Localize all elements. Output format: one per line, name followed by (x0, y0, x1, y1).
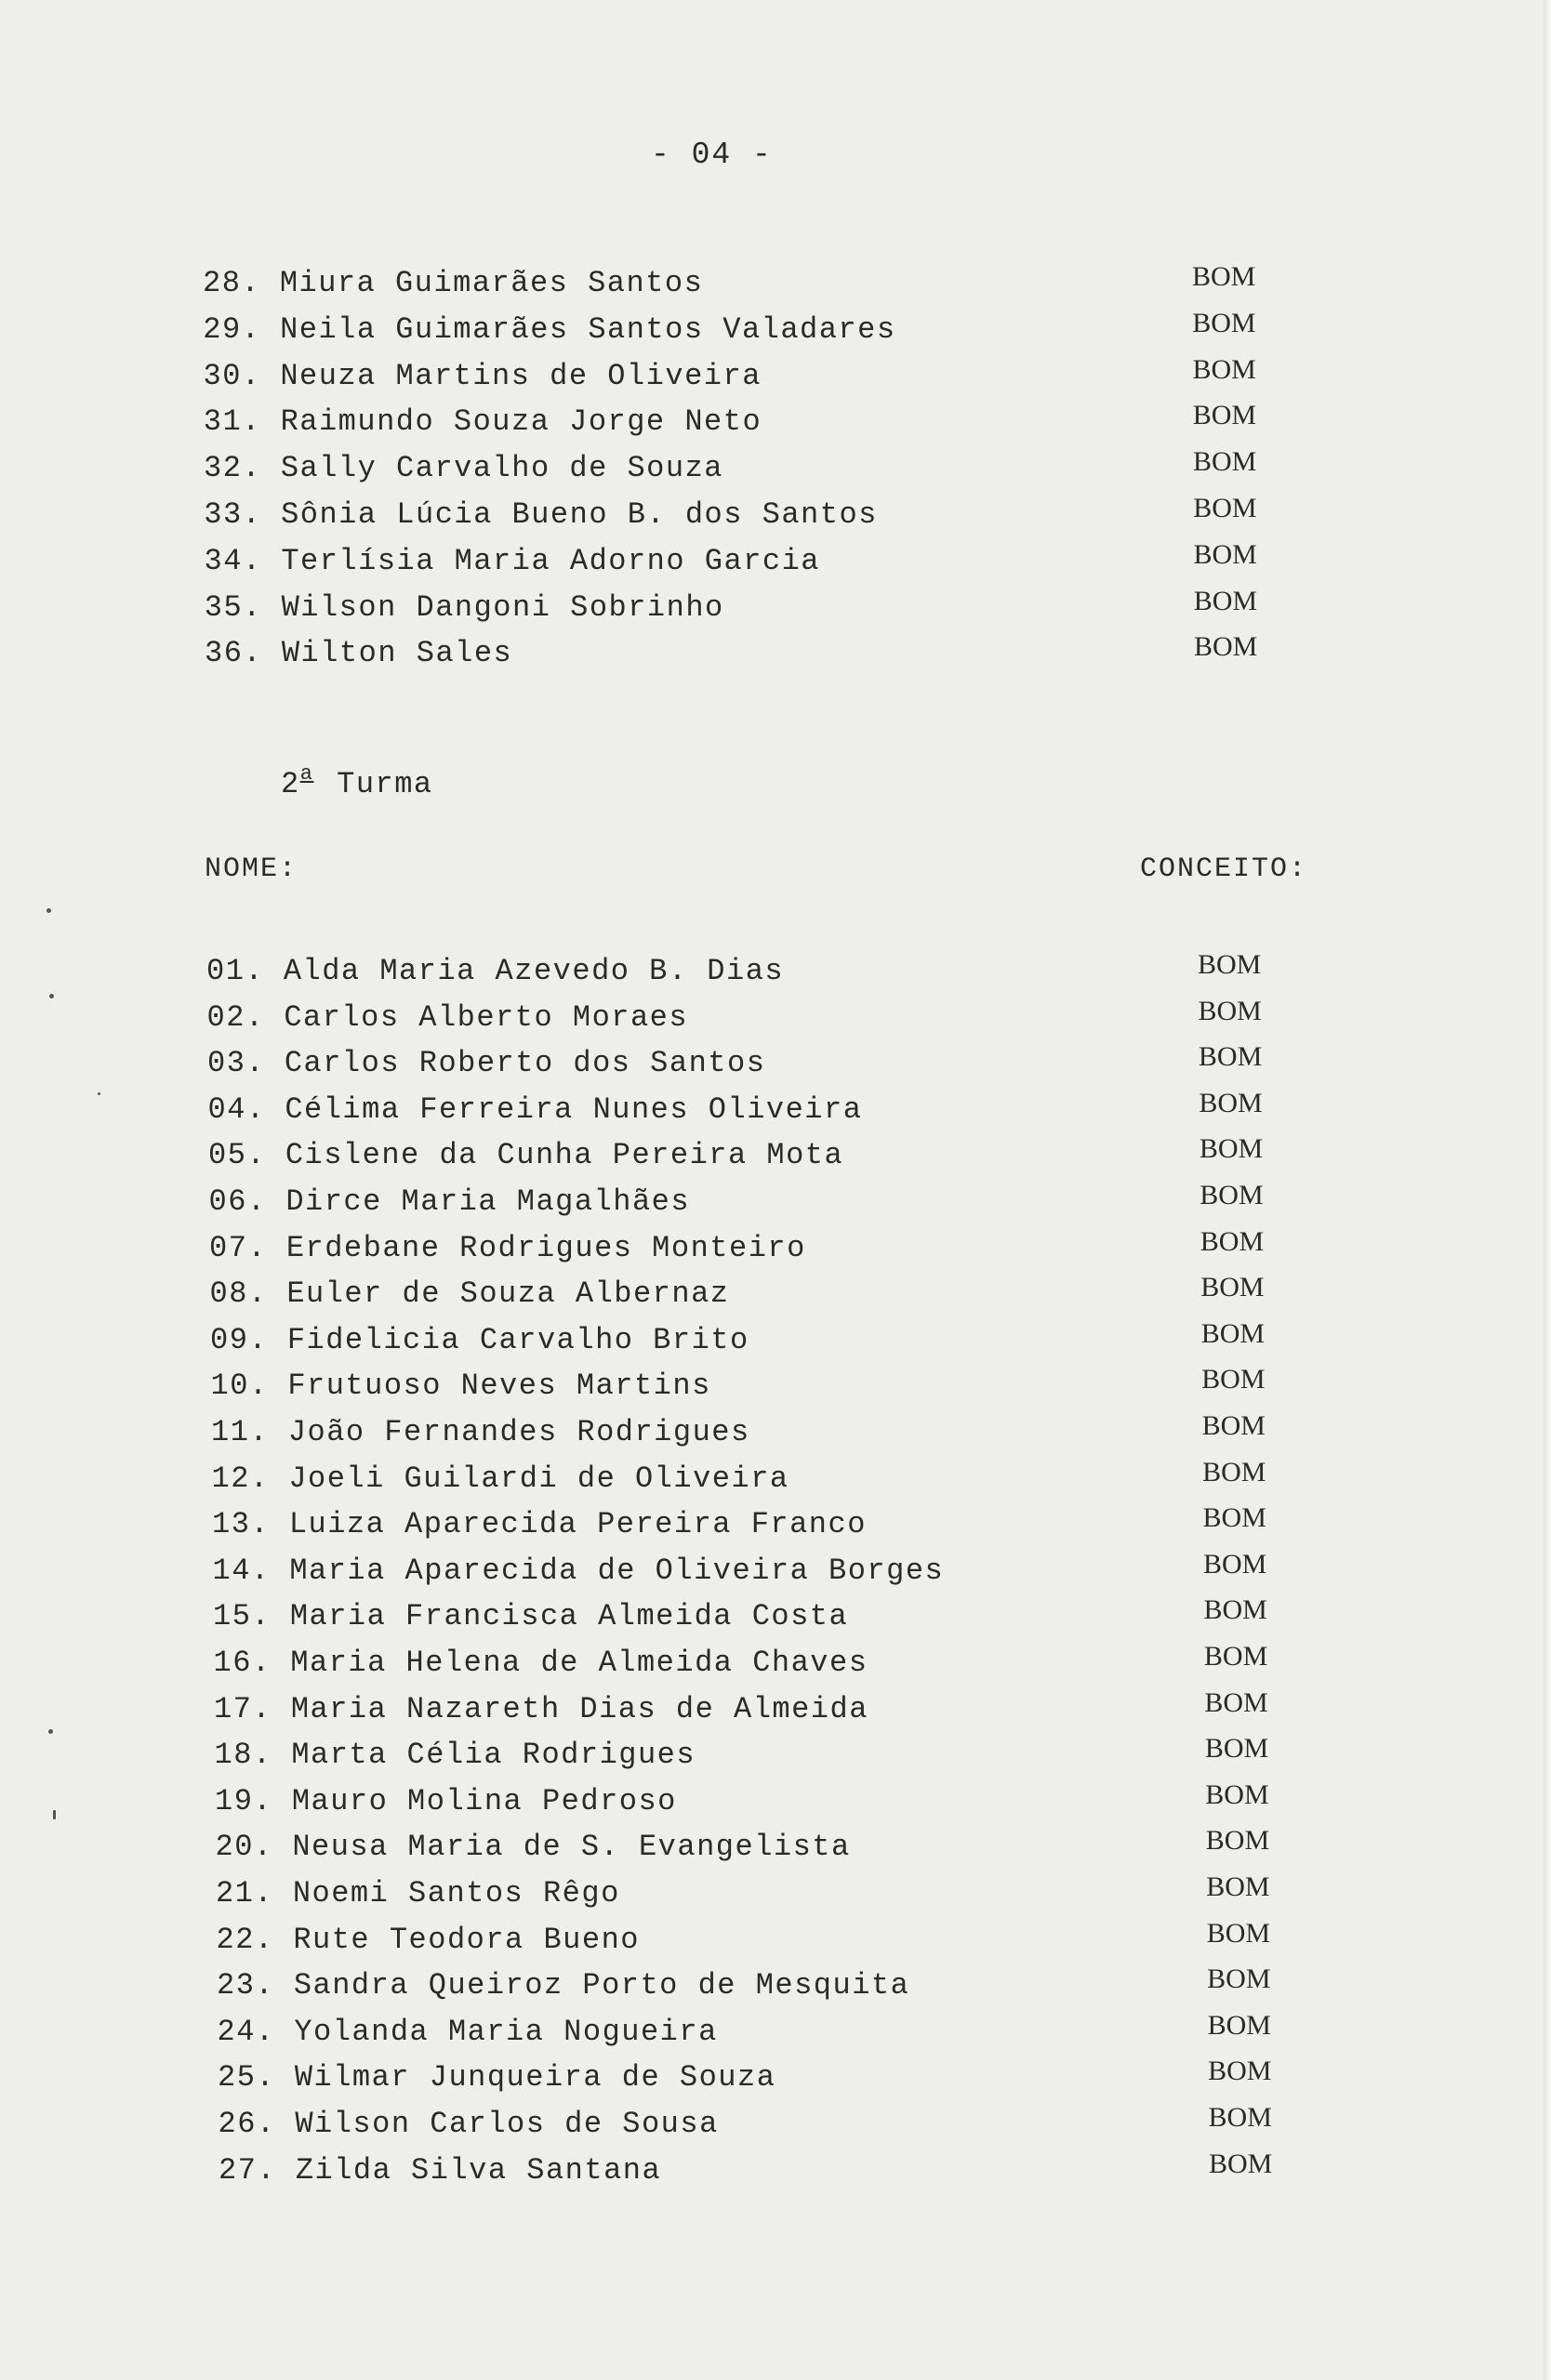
list-item (0, 1548, 1551, 1591)
student-grade: BOM (1206, 1871, 1270, 1902)
list-item (0, 585, 1551, 628)
paper-speck (98, 1092, 100, 1095)
list-item (0, 1825, 1551, 1867)
paper-speck (53, 1810, 56, 1819)
class-heading (281, 762, 433, 801)
list-item (0, 949, 1551, 991)
student-grade: BOM (1202, 1456, 1266, 1488)
list-item (0, 538, 1551, 581)
list-item (0, 1364, 1551, 1406)
list-item (0, 2102, 1551, 2144)
list-item (0, 1225, 1551, 1268)
student-name: 09. Fidelicia Carvalho Brito (210, 1322, 749, 1357)
paper-speck (49, 994, 54, 998)
student-grade: BOM (1193, 493, 1257, 523)
list-item (0, 353, 1551, 396)
student-name: 36. Wilton Sales (205, 636, 513, 671)
student-name: 26. Wilson Carlos de Sousa (218, 2107, 719, 2141)
student-name: 07. Erdebane Rodrigues Monteiro (209, 1230, 806, 1265)
student-grade: BOM (1199, 1133, 1264, 1165)
student-grade: BOM (1193, 585, 1258, 616)
student-grade: BOM (1206, 1917, 1271, 1949)
student-grade: BOM (1200, 1272, 1265, 1303)
student-name: 19. Mauro Molina Pedroso (215, 1783, 677, 1818)
list-item (0, 2009, 1551, 2052)
student-name: 24. Yolanda Maria Nogueira (217, 2014, 718, 2049)
list-item (0, 1641, 1551, 1683)
student-grade: BOM (1208, 2056, 1272, 2087)
list-item (0, 1686, 1551, 1729)
student-name: 10. Frutuoso Neves Martins (210, 1368, 711, 1404)
student-name: 32. Sally Carvalho de Souza (204, 451, 723, 486)
list-item (0, 1087, 1551, 1130)
name-column-header: NOME: (205, 853, 298, 885)
student-grade: BOM (1201, 1364, 1266, 1395)
list-item (0, 493, 1551, 535)
list-item (0, 1272, 1551, 1314)
list-item (0, 1917, 1551, 1960)
student-name: 30. Neuza Martins de Oliveira (203, 358, 762, 393)
student-grade: BOM (1193, 446, 1257, 478)
student-name: 22. Rute Teodora Bueno (216, 1922, 640, 1957)
student-grade: BOM (1194, 631, 1258, 663)
list-item (0, 2056, 1551, 2097)
student-grade: BOM (1192, 307, 1256, 338)
list-item (0, 1778, 1551, 1821)
student-grade: BOM (1198, 995, 1262, 1026)
student-name: 12. Joeli Guilardi de Oliveira (211, 1461, 789, 1496)
student-grade: BOM (1209, 2148, 1273, 2179)
paper-speck (46, 908, 51, 913)
student-grade: BOM (1198, 949, 1262, 980)
student-grade: BOM (1201, 1410, 1266, 1441)
student-grade: BOM (1204, 1686, 1268, 1718)
student-name: 01. Alda Maria Azevedo B. Dias (206, 954, 785, 988)
list-item (0, 1317, 1551, 1360)
student-grade: BOM (1203, 1594, 1267, 1626)
student-name: 17. Maria Nazareth Dias de Almeida (214, 1691, 868, 1726)
student-name: 29. Neila Guimarães Santos Valadares (203, 311, 896, 347)
student-grade: BOM (1192, 353, 1256, 385)
student-name: 06. Dirce Maria Magalhães (208, 1184, 691, 1219)
list-item (0, 1410, 1551, 1452)
student-grade: BOM (1200, 1180, 1264, 1210)
list-item (0, 1964, 1551, 2005)
student-grade: BOM (1204, 1733, 1269, 1765)
list-item (0, 631, 1551, 673)
student-grade: BOM (1207, 1964, 1271, 1995)
student-name: 08. Euler de Souza Albernaz (209, 1276, 730, 1312)
student-name: 18. Marta Célia Rodrigues (214, 1738, 696, 1773)
list-item (0, 261, 1551, 303)
student-name: 33. Sônia Lúcia Bueno B. dos Santos (204, 497, 878, 532)
class-title: Turma (337, 767, 433, 801)
student-name: 02. Carlos Alberto Moraes (206, 999, 689, 1035)
student-name: 35. Wilson Dangoni Sobrinho (204, 589, 724, 625)
student-grade: BOM (1203, 1641, 1268, 1672)
list-item (0, 1733, 1551, 1775)
list-item (0, 1041, 1551, 1083)
grade-column-header: CONCEITO: (1140, 853, 1308, 885)
page-number: - 04 - (651, 138, 773, 172)
list-item (0, 307, 1551, 350)
student-name: 31. Raimundo Souza Jorge Neto (203, 404, 762, 440)
list-item (0, 1133, 1551, 1175)
student-grade: BOM (1192, 261, 1256, 292)
student-grade: BOM (1207, 2009, 1271, 2041)
list-item (0, 2148, 1551, 2190)
student-grade: BOM (1205, 1825, 1270, 1857)
student-name: 13. Luiza Aparecida Pereira Franco (212, 1507, 867, 1542)
student-grade: BOM (1205, 1778, 1269, 1810)
student-grade: BOM (1202, 1502, 1266, 1534)
student-name: 16. Maria Helena de Almeida Chaves (213, 1646, 868, 1680)
student-grade: BOM (1192, 400, 1257, 431)
class-ordinal: 2 (281, 767, 300, 801)
student-grade: BOM (1200, 1317, 1266, 1349)
student-name: 11. João Fernandes Rodrigues (211, 1415, 750, 1449)
list-item (0, 1456, 1551, 1499)
student-name: 14. Maria Aparecida de Oliveira Borges (212, 1553, 945, 1588)
student-name: 28. Miura Guimarães Santos (203, 266, 704, 300)
list-item (0, 400, 1551, 442)
list-item (0, 1502, 1551, 1544)
list-item (0, 1594, 1551, 1636)
paper-speck (48, 1729, 53, 1734)
list-item (0, 995, 1551, 1038)
student-grade: BOM (1208, 2102, 1272, 2133)
list-item (0, 1180, 1551, 1222)
list-item (0, 1871, 1551, 1913)
student-grade: BOM (1199, 1087, 1263, 1118)
student-name: 25. Wilmar Junqueira de Souza (218, 2060, 776, 2096)
student-name: 20. Neusa Maria de S. Evangelista (215, 1830, 851, 1865)
student-name: 27. Zilda Silva Santana (219, 2152, 662, 2188)
student-grade: BOM (1198, 1041, 1263, 1073)
student-name: 15. Maria Francisca Almeida Costa (213, 1599, 849, 1634)
class-ordinal-suffix: a (299, 762, 314, 786)
student-grade: BOM (1200, 1225, 1265, 1257)
list-item (0, 446, 1551, 488)
student-name: 03. Carlos Roberto dos Santos (207, 1046, 766, 1081)
student-grade: BOM (1203, 1548, 1267, 1580)
student-name: 34. Terlísia Maria Adorno Garcia (204, 543, 820, 578)
student-name: 23. Sandra Queiroz Porto de Mesquita (217, 1968, 910, 2003)
student-name: 05. Cislene da Cunha Pereira Mota (208, 1138, 844, 1173)
student-name: 21. Noemi Santos Rêgo (216, 1876, 620, 1911)
student-name: 04. Célima Ferreira Nunes Oliveira (207, 1091, 863, 1127)
student-grade: BOM (1193, 538, 1257, 570)
